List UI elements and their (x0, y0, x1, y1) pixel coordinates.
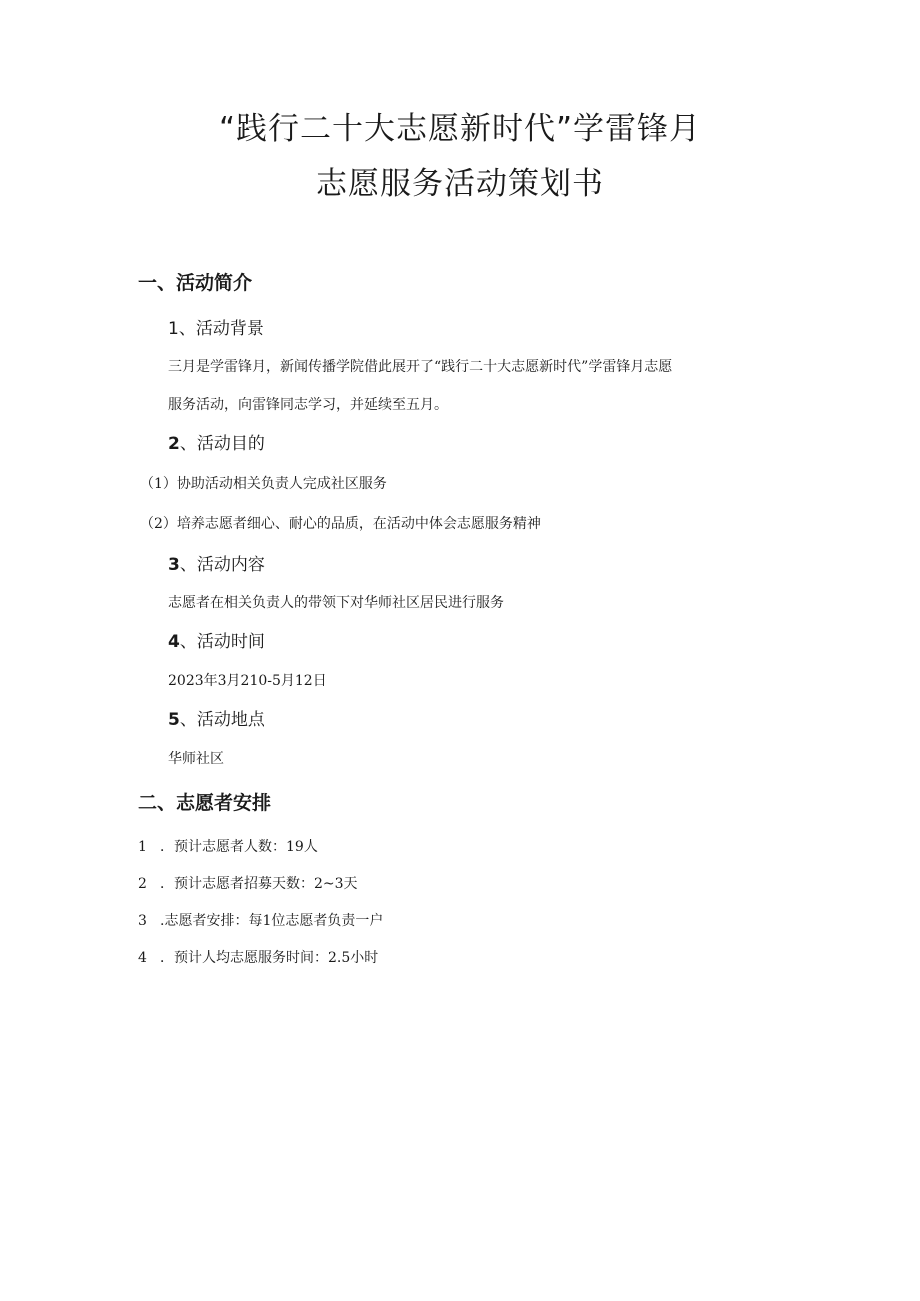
subheading-label: 、活动目的 (179, 434, 265, 454)
list-text: ．预计人均志愿服务时间：2.5小时 (160, 950, 379, 966)
volunteer-item-4 (138, 948, 378, 968)
volunteer-item-2 (138, 874, 358, 894)
document-title-line-2: 志愿服务活动策划书 (316, 166, 604, 202)
purpose-item-1: （1）协助活动相关负责人完成社区服务 (140, 476, 387, 492)
background-text-line-2: 服务活动，向雷锋同志学习，并延续至五月。 (168, 397, 448, 413)
list-text: ．预计志愿者人数：19人 (160, 839, 318, 855)
list-number: 3 (138, 913, 147, 929)
purpose-item-2: （2）培养志愿者细心、耐心的品质，在活动中体会志愿服务精神 (140, 516, 541, 532)
document-title-line-1: “践行二十大志愿新时代”学雷锋月 (218, 111, 702, 147)
subheading-background: 1、活动背景 (168, 319, 264, 339)
subheading-number: 2 (168, 434, 180, 454)
subheading-content (168, 553, 265, 577)
list-text: ．预计志愿者招募天数：2~3天 (160, 876, 358, 892)
volunteer-item-1 (138, 837, 318, 857)
list-text: .志愿者安排：每1位志愿者负责一户 (160, 913, 384, 929)
volunteer-item-3 (138, 911, 383, 931)
content-text: 志愿者在相关负责人的带领下对华师社区居民进行服务 (168, 595, 504, 611)
subheading-location (168, 708, 265, 732)
subheading-label: 、活动时间 (179, 632, 265, 652)
subheading-purpose (168, 432, 265, 456)
section-heading-volunteers: 二、志愿者安排 (138, 792, 272, 814)
section-heading-intro: 一、活动简介 (138, 272, 253, 294)
list-number: 4 (138, 950, 147, 966)
subheading-number: 3 (168, 555, 180, 575)
subheading-number: 4 (168, 632, 180, 652)
background-text-line-1: 三月是学雷锋月，新闻传播学院借此展开了“践行二十大志愿新时代”学雷锋月志愿 (168, 359, 673, 375)
list-number: 2 (138, 876, 147, 892)
location-text: 华师社区 (168, 751, 224, 767)
list-number: 1 (138, 839, 147, 855)
time-text: 2023年3月210-5月12日 (168, 673, 327, 689)
subheading-label: 、活动内容 (179, 555, 265, 575)
subheading-label: 、活动地点 (179, 710, 265, 730)
subheading-time (168, 630, 265, 654)
subheading-number: 5 (168, 710, 180, 730)
